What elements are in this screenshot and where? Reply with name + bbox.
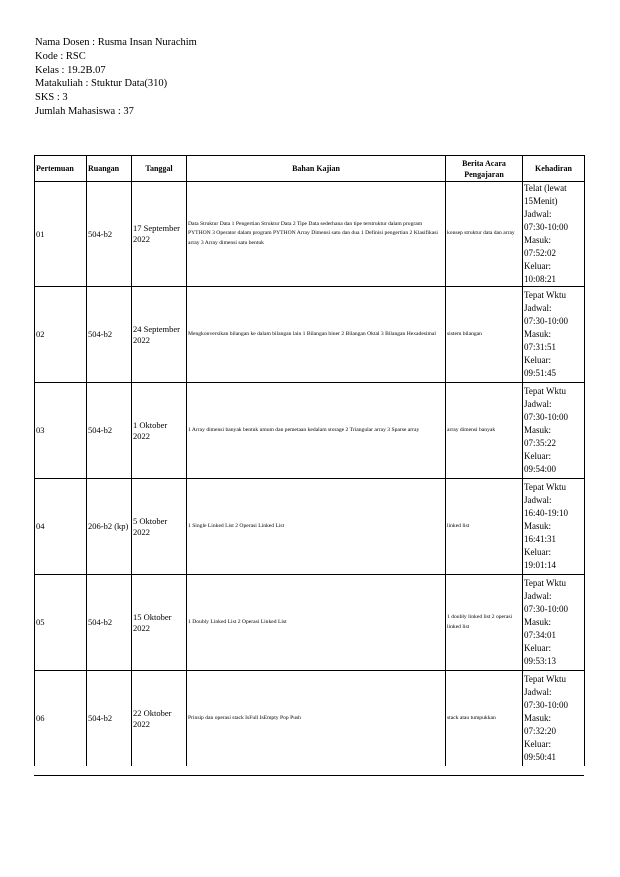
cell-kehadiran (523, 287, 585, 383)
cell-kehadiran (523, 479, 585, 575)
checkout-time: 09:50:41 (524, 752, 557, 762)
cell-pertemuan: 01 (35, 182, 87, 287)
checkin-time: 07:52:02 (524, 248, 557, 258)
attendance-status: Tepat Wktu (524, 674, 566, 684)
schedule-time: 07:30-10:00 (524, 604, 568, 614)
table-row (35, 671, 585, 767)
checkout-time: 19:01:14 (524, 560, 557, 570)
course-name: Matakuliah : Stuktur Data(310) (35, 78, 168, 90)
checkout-time: 09:51:45 (524, 368, 557, 378)
schedule-time: 07:30-10:00 (524, 222, 568, 232)
cell-bahan: 1 Doubly Linked List 2 Operasi Linked List (187, 575, 446, 671)
table-bottom-divider (34, 775, 584, 777)
cell-bahan: 1 Single Linked List 2 Operasi Linked List (187, 479, 446, 575)
cell-pertemuan: 04 (35, 479, 87, 575)
checkin-time: 07:31:51 (524, 342, 557, 352)
cell-berita: linked list (446, 479, 523, 575)
cell-pertemuan: 03 (35, 383, 87, 479)
schedule-label: Jadwal: (524, 495, 552, 505)
checkout-label: Keluar: (524, 739, 551, 749)
table-header-row (35, 156, 585, 182)
checkout-label: Keluar: (524, 261, 551, 271)
attendance-status: Tepat Wktu (524, 386, 566, 396)
schedule-label: Jadwal: (524, 687, 552, 697)
cell-tanggal: 1 Oktober 2022 (132, 383, 187, 479)
schedule-label: Jadwal: (524, 303, 552, 313)
class-code: Kelas : 19.2B.07 (35, 64, 106, 76)
checkin-time: 07:35:22 (524, 438, 557, 448)
schedule-time: 16:40-19:10 (524, 508, 568, 518)
col-header-ruangan: Ruangan (87, 156, 132, 182)
attendance-status: Tepat Wktu (524, 578, 566, 588)
checkin-label: Masuk: (524, 235, 551, 245)
cell-berita: 1 doubly linked list 2 operasi linked list (446, 575, 523, 671)
student-count: Jumlah Mahasiswa : 37 (35, 105, 134, 117)
attendance-status: Tepat Wktu (524, 290, 566, 300)
meeting-table (34, 155, 585, 766)
schedule-label: Jadwal: (524, 591, 552, 601)
schedule-time: 07:30-10:00 (524, 412, 568, 422)
cell-kehadiran (523, 671, 585, 767)
checkin-label: Masuk: (524, 713, 551, 723)
col-header-bahan: Bahan Kajian (187, 156, 446, 182)
cell-pertemuan: 02 (35, 287, 87, 383)
checkout-label: Keluar: (524, 643, 551, 653)
checkin-time: 16:41:31 (524, 534, 557, 544)
cell-kehadiran (523, 182, 585, 287)
cell-berita: stack atau tumpukkan (446, 671, 523, 767)
cell-tanggal: 24 September 2022 (132, 287, 187, 383)
cell-berita: array dimensi banyak (446, 383, 523, 479)
cell-tanggal: 17 September 2022 (132, 182, 187, 287)
lecturer-info (35, 36, 197, 119)
attendance-status: Tepat Wktu (524, 482, 566, 492)
cell-pertemuan: 05 (35, 575, 87, 671)
cell-ruangan: 504-b2 (87, 671, 132, 767)
col-header-berita: Berita Acara Pengajaran (446, 156, 523, 182)
cell-ruangan: 504-b2 (87, 287, 132, 383)
cell-tanggal: 5 Oktober 2022 (132, 479, 187, 575)
lecturer-name: Nama Dosen : Rusma Insan Nurachim (35, 37, 197, 48)
col-header-kehadiran: Kehadiran (523, 156, 585, 182)
checkout-time: 10:08:21 (524, 274, 557, 284)
cell-bahan: Mengkonversikan bilangan ke dalam bilangan lain 1 Bilangan biner 2 Bilangan Oktal 3 Bilangan Hexadesimal (187, 287, 446, 383)
checkout-label: Keluar: (524, 451, 551, 461)
checkout-time: 09:54:00 (524, 464, 557, 474)
attendance-status: Telat (lewat 15Menit) (524, 183, 567, 206)
col-header-tanggal: Tanggal (132, 156, 187, 182)
checkout-time: 09:53:13 (524, 656, 557, 666)
checkin-time: 07:32:20 (524, 726, 557, 736)
cell-berita: sistem bilangan (446, 287, 523, 383)
cell-tanggal: 22 Oktober 2022 (132, 671, 187, 767)
cell-kehadiran (523, 383, 585, 479)
checkin-time: 07:34:01 (524, 630, 557, 640)
table-row (35, 182, 585, 287)
checkout-label: Keluar: (524, 355, 551, 365)
checkin-label: Masuk: (524, 329, 551, 339)
checkout-label: Keluar: (524, 547, 551, 557)
credit-units: SKS : 3 (35, 92, 68, 104)
col-header-pertemuan: Pertemuan (35, 156, 87, 182)
checkin-label: Masuk: (524, 617, 551, 627)
table-row (35, 287, 585, 383)
cell-tanggal: 15 Oktober 2022 (132, 575, 187, 671)
schedule-label: Jadwal: (524, 209, 552, 219)
cell-ruangan: 504-b2 (87, 182, 132, 287)
cell-ruangan: 206-b2 (kp) (87, 479, 132, 575)
checkin-label: Masuk: (524, 521, 551, 531)
cell-ruangan: 504-b2 (87, 383, 132, 479)
schedule-time: 07:30-10:00 (524, 316, 568, 326)
cell-kehadiran (523, 575, 585, 671)
cell-bahan: 1 Array dimensi banyak bentuk umum dan pemetaan kedalam storage 2 Triangular array 3 Sparse array (187, 383, 446, 479)
cell-bahan: Prinsip dan operasi stack IsFull IsEmpty Pop Push (187, 671, 446, 767)
schedule-time: 07:30-10:00 (524, 700, 568, 710)
checkin-label: Masuk: (524, 425, 551, 435)
table-row (35, 479, 585, 575)
cell-pertemuan: 06 (35, 671, 87, 767)
cell-bahan: Data Struktur Data 1 Pengertian Struktur Data 2 Tipe Data sederhana dan tipe terstruktur dalam program PYTHON 3 Operator dalam program PYTHON Array Dimensi satu dan dua 1 Definisi pengertian 2 Klasifikasi array 3 Array dimensi satu bentuk (187, 182, 446, 287)
table-row (35, 383, 585, 479)
table-row (35, 575, 585, 671)
course-code: Kode : RSC (35, 50, 86, 62)
cell-berita: konsep struktur data dan array (446, 182, 523, 287)
schedule-label: Jadwal: (524, 399, 552, 409)
cell-ruangan: 504-b2 (87, 575, 132, 671)
